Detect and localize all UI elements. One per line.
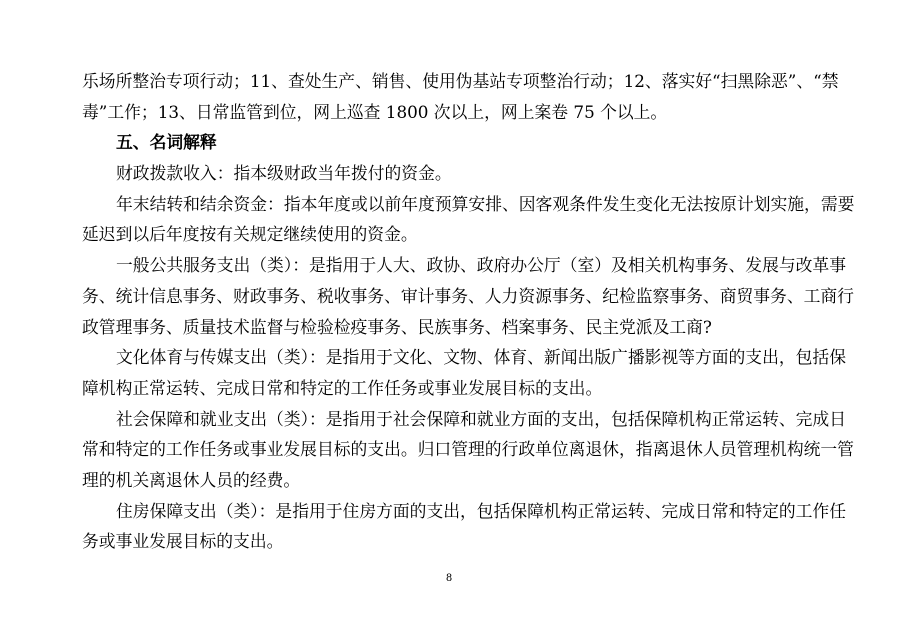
paragraph-line: 延迟到以后年度按有关规定继续使用的资金。 (82, 224, 418, 245)
page-number: 8 (445, 573, 453, 584)
paragraph-line: 务或事业发展目标的支出。 (82, 531, 284, 552)
paragraph-line: 文化体育与传媒支出（类）：是指用于文化、文物、体育、新闻出版广播影视等方面的支出，包括保 (116, 347, 846, 368)
paragraph-line: 政管理事务、质量技术监督与检验检疫事务、民族事务、档案事务、民主党派及工商? (82, 316, 712, 337)
paragraph-line: 毒”工作；13、日常监管到位，网上巡查 1800 次以上，网上案卷 75 个以上。 (82, 101, 668, 122)
paragraph-line: 常和特定的工作任务或事业发展目标的支出。归口管理的行政单位离退休，指离退休人员管理机构统一管 (82, 439, 854, 460)
paragraph-line: 一般公共服务支出（类）：是指用于人大、政协、政府办公厅（室）及相关机构事务、发展与改革事 (116, 255, 846, 276)
section-heading: 五、名词解释 (116, 132, 217, 153)
paragraph-line: 乐场所整治专项行动；11、查处生产、销售、使用伪基站专项整治行动；12、落实好“扫黑除恶”、“禁 (82, 71, 839, 91)
paragraph-line: 障机构正常运转、完成日常和特定的工作任务或事业发展目标的支出。 (82, 377, 603, 398)
paragraph-line: 财政拨款收入：指本级财政当年拨付的资金。 (116, 163, 452, 184)
paragraph-line: 年末结转和结余资金：指本年度或以前年度预算安排、因客观条件发生变化无法按原计划实施，需要 (116, 193, 855, 214)
document-body (82, 66, 855, 557)
paragraph-line: 住房保障支出（类）：是指用于住房方面的支出，包括保障机构正常运转、完成日常和特定的工作任 (116, 500, 846, 521)
paragraph-line: 理的机关离退休人员的经费。 (82, 469, 301, 490)
paragraph-line: 务、统计信息事务、财政事务、税收事务、审计事务、人力资源事务、纪检监察事务、商贸事务、工商行 (82, 285, 854, 306)
paragraph-line: 社会保障和就业支出（类）：是指用于社会保障和就业方面的支出，包括保障机构正常运转、完成日 (116, 408, 846, 429)
